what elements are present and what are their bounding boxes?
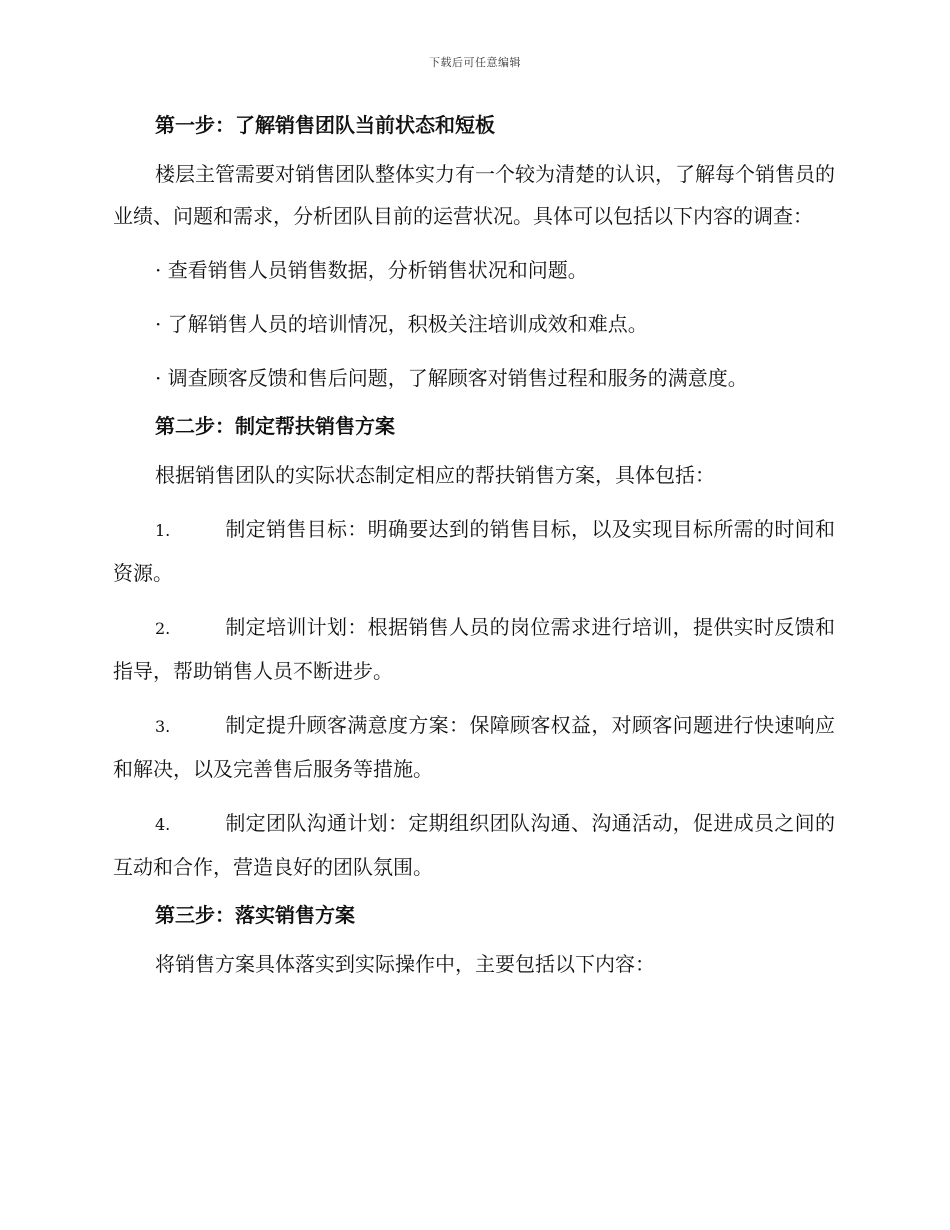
document-body bbox=[113, 110, 835, 985]
section-1-intro: 楼层主管需要对销售团队整体实力有一个较为清楚的认识，了解每个销售员的业绩、问题和需求，分析团队目前的运营状况。具体可以包括以下内容的调查： bbox=[113, 162, 835, 228]
bullet-item: · 了解销售人员的培训情况，积极关注培训成效和难点。 bbox=[155, 312, 648, 336]
section-heading-1: 第一步：了解销售团队当前状态和短板 bbox=[155, 113, 495, 137]
page-header: 下载后可任意编辑 bbox=[429, 56, 521, 69]
section-2-intro: 根据销售团队的实际状态制定相应的帮扶销售方案，具体包括： bbox=[155, 463, 715, 487]
item-number: 2. bbox=[155, 619, 171, 638]
numbered-item-1 bbox=[113, 508, 835, 594]
section-heading-3: 第三步：落实销售方案 bbox=[155, 903, 355, 927]
section-heading-2: 第二步：制定帮扶销售方案 bbox=[155, 414, 395, 438]
item-text: 制定提升顾客满意度方案：保障顾客权益，对顾客问题进行快速响应和解决，以及完善售后服务等措施。 bbox=[113, 713, 835, 781]
item-text: 制定销售目标：明确要达到的销售目标，以及实现目标所需的时间和资源。 bbox=[113, 517, 835, 585]
section-3-intro: 将销售方案具体落实到实际操作中，主要包括以下内容： bbox=[155, 952, 655, 976]
item-number: 4. bbox=[155, 815, 171, 834]
item-number: 3. bbox=[155, 717, 171, 736]
item-text: 制定培训计划：根据销售人员的岗位需求进行培训，提供实时反馈和指导，帮助销售人员不断进步。 bbox=[113, 615, 835, 683]
item-number: 1. bbox=[155, 521, 171, 540]
item-text: 制定团队沟通计划：定期组织团队沟通、沟通活动，促进成员之间的互动和合作，营造良好的团队氛围。 bbox=[113, 811, 835, 879]
numbered-item-4 bbox=[113, 802, 835, 888]
bullet-item: · 查看销售人员销售数据，分析销售状况和问题。 bbox=[155, 258, 588, 282]
numbered-item-3 bbox=[113, 704, 835, 790]
bullet-item: · 调查顾客反馈和售后问题，了解顾客对销售过程和服务的满意度。 bbox=[155, 366, 748, 390]
numbered-item-2 bbox=[113, 606, 835, 692]
